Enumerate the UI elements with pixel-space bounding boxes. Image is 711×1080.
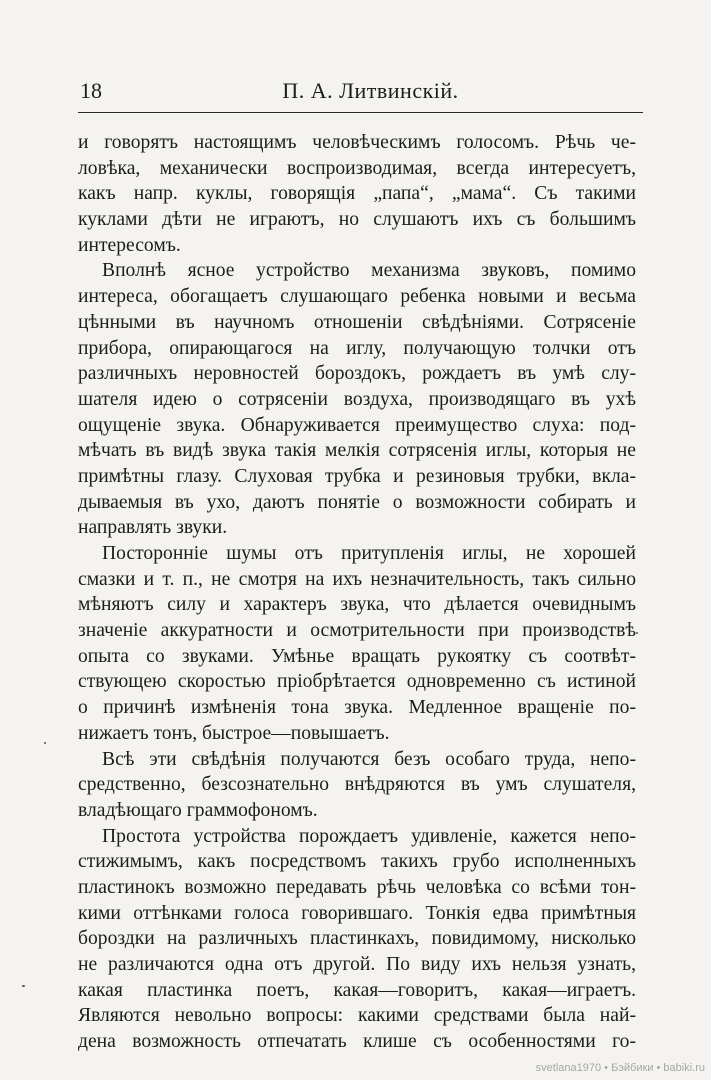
text-line: стижимымъ, какъ посредствомъ такихъ грубо исполненныхъ [78, 851, 636, 873]
text-line: средственно, безсознательно внѣдряются въ умъ слушателя, [78, 774, 636, 796]
text-line: пластинокъ возможно передавать рѣчь человѣка со всѣми тон- [78, 876, 636, 898]
text-line: примѣтны глазу. Слуховая трубка и резиновыя трубки, вкла- [78, 465, 636, 487]
text-line: нижаетъ тонъ, быстрое—повышаетъ. [78, 722, 390, 744]
text-line: интересомъ. [78, 234, 181, 256]
text-line: прибора, опирающагося на иглу, получающую толчки отъ [78, 337, 636, 359]
ink-speck [22, 985, 25, 987]
text-line: мѣняютъ силу и характеръ звука, что дѣлается очевиднымъ [78, 594, 636, 616]
text-line: не различаются одна отъ другой. По виду ихъ нельзя узнать, [78, 954, 636, 975]
text-line: бороздки на различныхъ пластинкахъ, повидимому, нисколько [78, 928, 636, 950]
text-line: значеніе аккуратности и осмотрительности при производствѣ [78, 620, 636, 642]
page-number: 18 [80, 78, 102, 103]
text-line: направлять звуки. [78, 517, 228, 539]
watermark: svetlana1970 • Бэйбики • babiki.ru [535, 1062, 705, 1074]
text-line: Вполнѣ ясное устройство механизма звуковъ, помимо [102, 260, 636, 282]
text-line: какъ напр. куклы, говорящія „папа“, „мама“. Съ такими [78, 183, 636, 205]
text-line: интереса, обогащаетъ слушающаго ребенка новыми и весьма [78, 286, 636, 308]
text-line: какая пластинка поетъ, какая—говоритъ, какая—играетъ. [78, 979, 636, 1001]
text-line: Всѣ эти свѣдѣнія получаются безъ особаго труда, непо- [102, 748, 636, 770]
ink-speck [636, 632, 638, 634]
text-line: кими оттѣнками голоса говорившаго. Тонкія едва примѣтныя [78, 902, 636, 924]
text-line: дена возможность отпечатать клише съ особенностями го- [78, 1031, 636, 1053]
text-line: Являются невольно вопросы: какими средствами была най- [78, 1005, 636, 1027]
text-line: ощущеніе звука. Обнаруживается преимущество слуха: под- [78, 414, 636, 436]
text-line: Посторонніе шумы отъ притупленія иглы, не хорошей [102, 543, 636, 564]
running-title: П. А. Литвинскій. [282, 78, 459, 103]
text-line: ствующею скоростью пріобрѣтается одновременно съ истиной [78, 671, 636, 693]
text-line: ловѣка, механически воспроизводимая, всегда интересуетъ, [78, 157, 636, 179]
text-line: владѣющаго граммофономъ. [78, 799, 318, 821]
text-line: опыта со звуками. Умѣнье вращать рукоятку съ соотвѣт- [78, 645, 636, 667]
body-text [78, 130, 636, 1055]
text-line: куклами дѣти не играютъ, но слушаютъ ихъ съ большимъ [78, 209, 636, 231]
text-line: различныхъ неровностей бороздокъ, рождаетъ въ умѣ слу- [78, 363, 636, 385]
text-line: шателя идею о сотрясеніи воздуха, производящаго въ ухѣ [78, 388, 636, 410]
text-line: Простота устройства порождаетъ удивленіе, кажется непо- [102, 825, 636, 847]
text-line: цѣнными въ научномъ отношеніи свѣдѣніями. Сотрясеніе [78, 311, 636, 333]
text-line: о причинѣ измѣненія тона звука. Медленное вращеніе по- [78, 697, 636, 719]
text-line: смазки и т. п., не смотря на ихъ незначительность, такъ сильно [78, 568, 636, 590]
ink-speck [44, 742, 46, 744]
page-header [78, 78, 643, 113]
text-line: мѣчать въ видѣ звука такія мелкія сотрясенія иглы, которыя не [78, 440, 636, 462]
text-line: дываемыя въ ухо, даютъ понятіе о возможности собирать и [78, 491, 636, 513]
text-line: и говорятъ настоящимъ человѣческимъ голосомъ. Рѣчь че- [78, 132, 636, 153]
